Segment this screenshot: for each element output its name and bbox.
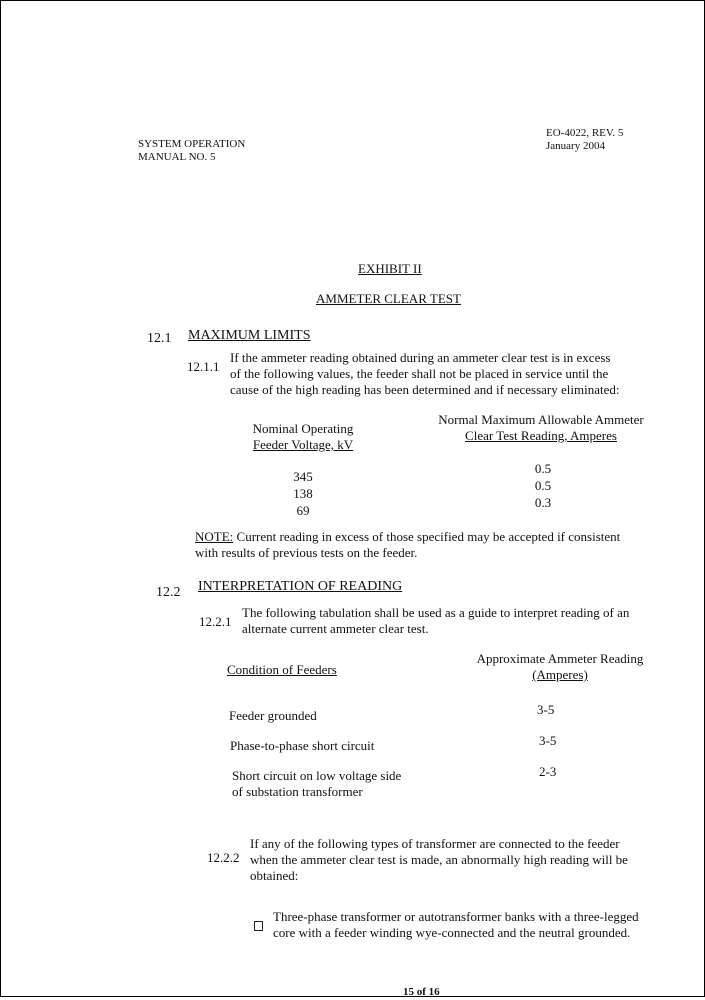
page-number: 15 of 16: [403, 986, 440, 998]
header-left-line2: MANUAL NO. 5: [138, 151, 216, 163]
exhibit-label: EXHIBIT II: [358, 261, 422, 276]
section-12-2-heading: INTERPRETATION OF READING: [198, 579, 403, 594]
header-left-line1: SYSTEM OPERATION: [138, 138, 246, 150]
section-12-2-1-number: 12.2.1: [199, 614, 232, 629]
table1-reading: 0.5: [534, 478, 552, 493]
note-line1: Current reading in excess of those specified may be accepted if consistent: [233, 529, 621, 544]
note: [195, 529, 620, 561]
table2-reading: 2-3: [539, 764, 557, 779]
header-left: [138, 138, 245, 164]
table1-col1-header-line1: Nominal Operating: [252, 421, 354, 436]
table1-voltage: 345: [293, 469, 313, 484]
table1-reading: 0.3: [534, 495, 552, 510]
section-12-2-1-text: [242, 605, 629, 637]
section-12-1-1-number: 12.1.1: [187, 359, 220, 374]
section-12-1-heading: MAXIMUM LIMITS: [188, 328, 311, 343]
header-right-line2: January 2004: [546, 140, 605, 152]
table2-condition-line1: Short circuit on low voltage side: [232, 768, 402, 783]
table2-col2-header-line1: Approximate Ammeter Reading: [476, 651, 644, 666]
section-12-2-2-text: [250, 836, 628, 884]
section-12-2-1-line1: The following tabulation shall be used as a guide to interpret reading of an: [242, 605, 630, 620]
bullet-line1: Three-phase transformer or autotransformer banks with a three-legged: [273, 909, 639, 924]
table1-col1-header-line2: Feeder Voltage, kV: [252, 437, 354, 452]
section-12-1-1-line3: cause of the high reading has been determined and if necessary eliminated:: [230, 382, 620, 397]
section-12-1-1-line2: of the following values, the feeder shall not be placed in service until the: [230, 366, 609, 381]
document-title: AMMETER CLEAR TEST: [316, 291, 461, 306]
table2-col1-header: Condition of Feeders: [227, 662, 337, 677]
table2-reading: 3-5: [537, 702, 555, 717]
section-12-2-number: 12.2: [156, 585, 181, 600]
table2-condition: [232, 768, 401, 800]
table2-condition: Phase-to-phase short circuit: [230, 738, 375, 753]
note-label: NOTE:: [195, 529, 234, 544]
section-12-1-number: 12.1: [147, 331, 172, 346]
table1-reading: 0.5: [534, 461, 552, 476]
table1-col2-header: [426, 412, 656, 444]
section-12-2-2-number: 12.2.2: [207, 850, 240, 865]
section-12-2-1-line2: alternate current ammeter clear test.: [242, 621, 429, 636]
section-12-2-2-line2: when the ammeter clear test is made, an abnormally high reading will be: [250, 852, 628, 867]
section-12-1-1-line1: If the ammeter reading obtained during an ammeter clear test is in excess: [230, 350, 611, 365]
note-line2: with results of previous tests on the feeder.: [195, 545, 418, 560]
table2-condition: Feeder grounded: [229, 708, 317, 723]
bullet-line2: core with a feeder winding wye-connected and the neutral grounded.: [273, 925, 631, 940]
table1-col2-header-line1: Normal Maximum Allowable Ammeter: [438, 412, 644, 427]
table2-col2-header-line2: (Amperes): [532, 667, 588, 682]
checkbox-bullet-icon: [254, 921, 263, 931]
table2-col2-header: [465, 651, 655, 683]
bullet-item: [273, 909, 639, 941]
table2-reading: 3-5: [539, 733, 557, 748]
table1-col1-header: [243, 421, 363, 453]
header-right: [546, 127, 623, 153]
section-12-1-1-text: [230, 350, 620, 398]
table2-condition-line2: of substation transformer: [232, 784, 363, 799]
table1-col2-header-line2: Clear Test Reading, Amperes: [465, 428, 617, 443]
table1-voltage: 138: [293, 486, 313, 501]
section-12-2-2-line1: If any of the following types of transformer are connected to the feeder: [250, 836, 620, 851]
table1-voltage: 69: [296, 503, 310, 518]
section-12-2-2-line3: obtained:: [250, 868, 299, 883]
table1-reading-column: [523, 460, 563, 511]
header-right-line1: EO-4022, REV. 5: [546, 127, 624, 139]
table1-voltage-column: [283, 468, 323, 519]
